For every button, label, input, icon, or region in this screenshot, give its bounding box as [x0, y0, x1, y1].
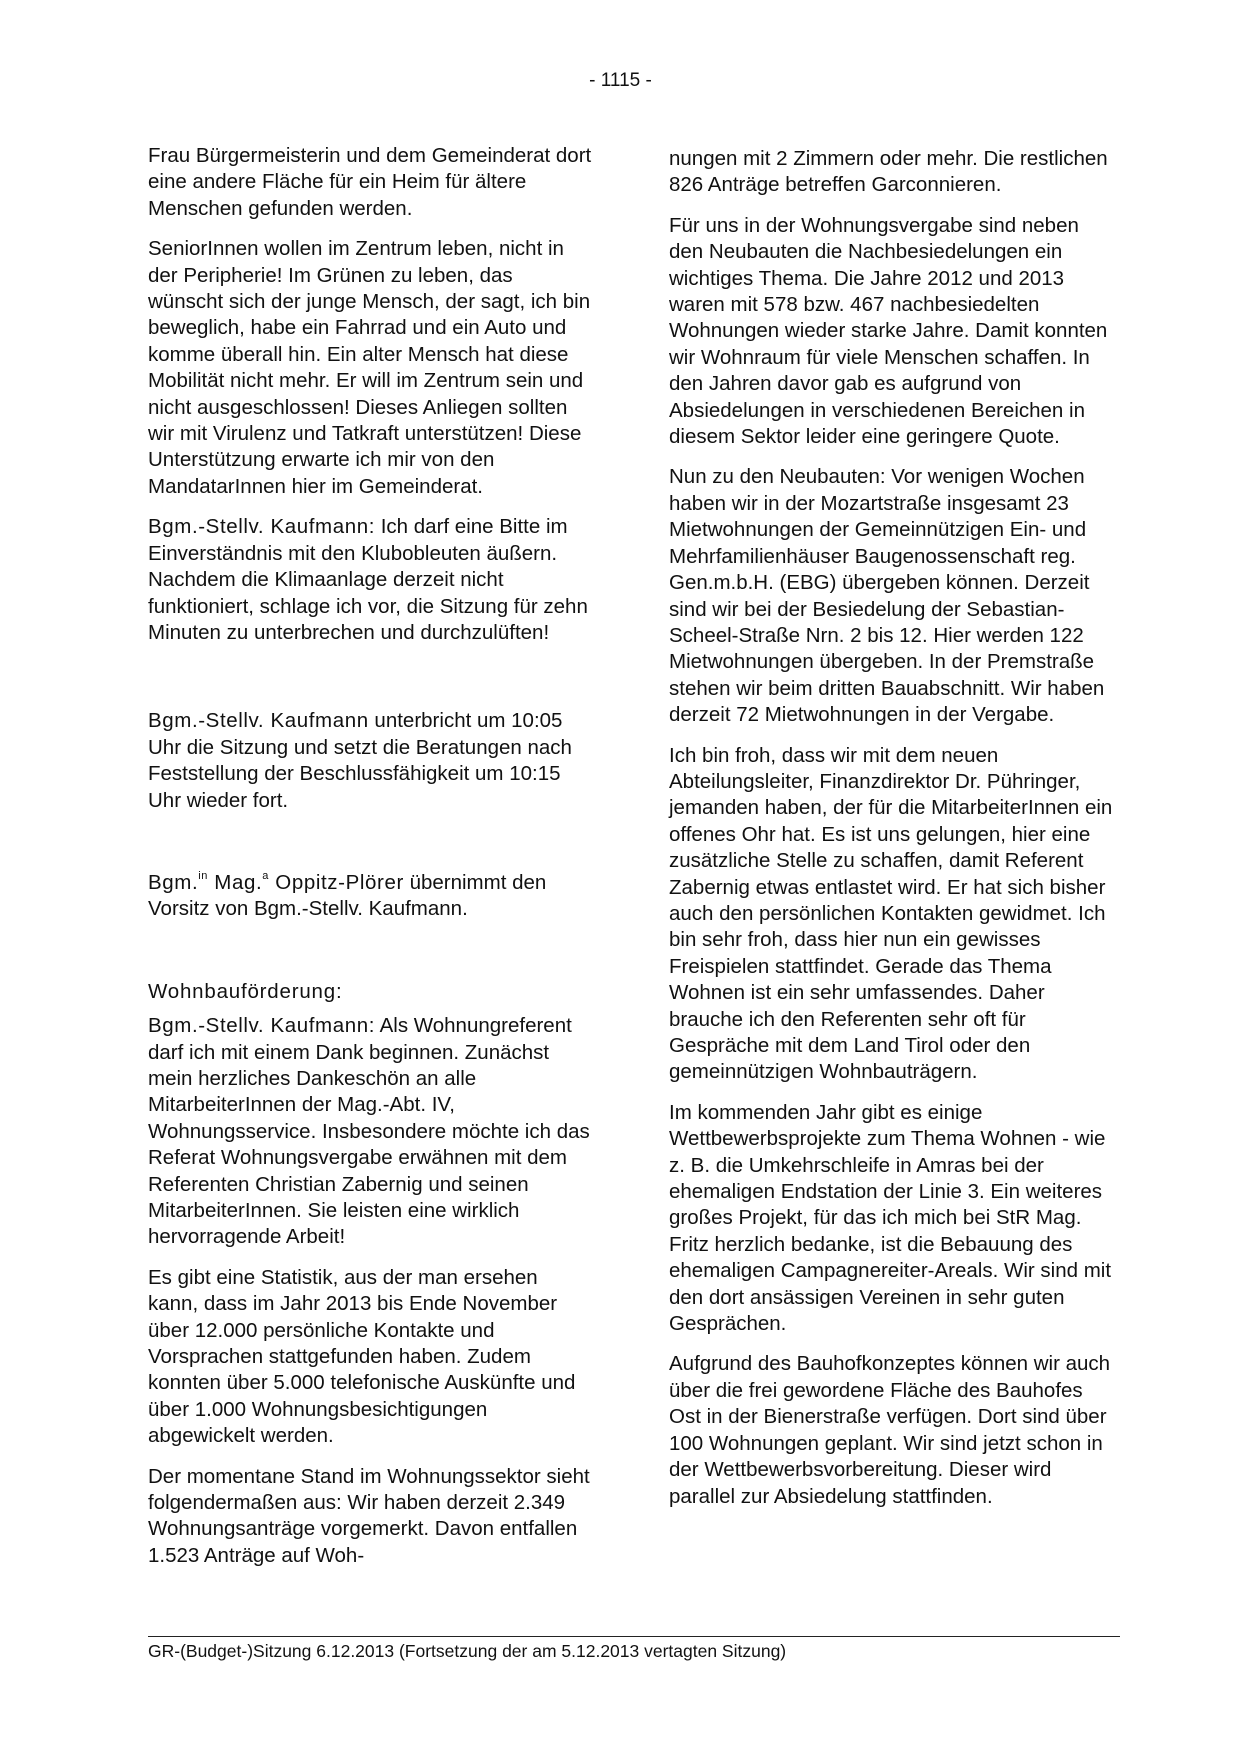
footer-text: GR-(Budget-)Sitzung 6.12.2013 (Fortsetzung der am 5.12.2013 vertagten Sitzung) [148, 1641, 787, 1661]
paragraph: Der momentane Stand im Wohnungssektor sieht folgendermaßen aus: Wir haben derzeit 2.349 Wohnungsanträge vorgemerkt. Davon entfallen 1.523 Anträge auf Woh- [148, 1464, 590, 1567]
speech-text: übernimmt den Vorsitz von Bgm.-Stellv. Kaufmann. [148, 870, 547, 921]
paragraph [148, 1013, 593, 1251]
speaker-name: Bgm.-Stellv. Kaufmann: [148, 1014, 376, 1038]
page-number: - 1115 - [589, 70, 652, 91]
paragraph: Nun zu den Neubauten: Vor wenigen Wochen haben wir in der Mozartstraße insgesamt 23 Mietwohnungen der Gemeinnützigen Ein- und Mehrfamilienhäuser Baugenossenschaft reg. Gen.m.b.H. (EBG) übergeben können. Derzeit sind wir bei der Besiedelung der Sebastian-Scheel-Straße Nrn. 2 bis 12. Hier werden 122 Mietwohnungen übergeben. In der Premstraße stehen wir beim dritten Bauabschnitt. Wir haben derzeit 72 Mietwohnungen in der Vergabe. [669, 465, 1105, 727]
paragraph: SeniorInnen wollen im Zentrum leben, nicht in der Peripherie! Im Grünen zu leben, das wünscht sich der junge Mensch, der sagt, ich bin beweglich, habe ein Fahrrad und ein Auto und komme überall hin. Ein alter Mensch hat diese Mobilität nicht mehr. Er will im Zentrum sein und nicht ausgeschlossen! Dieses Anliegen sollten wir mit Virulenz und Tatkraft unterstützen! Diese Unterstützung erwarte ich mir von den MandatarInnen hier im Gemeinderat. [148, 237, 591, 498]
footer-divider [148, 1636, 1120, 1637]
paragraph: Für uns in der Wohnungsvergabe sind neben den Neubauten die Nachbesiedelungen ein wichtiges Thema. Die Jahre 2012 und 2013 waren mit 578 bzw. 467 nachbesiedelten Wohnungen wieder starke Jahre. Damit konnten wir Wohnraum für viele Menschen schaffen. In den Jahren davor gab es aufgrund von Absiedelungen in verschiedenen Bereichen in diesem Sektor leider eine geringere Quote. [669, 213, 1108, 449]
paragraph [148, 708, 593, 814]
speaker-name: Bgm.-Stellv. Kaufmann: [148, 515, 376, 539]
paragraph: Ich bin froh, dass wir mit dem neuen Abteilungsleiter, Finanzdirektor Dr. Pühringer, jemanden haben, der für die MitarbeiterInnen ein offenes Ohr hat. Es ist uns gelungen, hier eine zusätzliche Stelle zu schaffen, damit Referent Zabernig etwas entlastet wird. Er hat sich bisher auch den persönlichen Kontakten gewidmet. Ich bin sehr froh, dass hier nun ein gewisses Freispielen stattfindet. Gerade das Thema Wohnen ist ein sehr umfassendes. Daher brauche ich den Referenten sehr oft für Gespräche mit dem Land Tirol oder den gemeinnützigen Wohnbauträgern. [669, 743, 1113, 1084]
paragraph [148, 514, 593, 646]
paragraph: Aufgrund des Bauhofkonzeptes können wir auch über die frei gewordene Fläche des Bauhofes Ost in der Bienerstraße verfügen. Dort sind über 100 Wohnungen geplant. Wir sind jetzt schon in der Wettbewerbsvorbereitung. Dieser wird parallel zur Absiedelung stattfinden. [669, 1352, 1111, 1508]
paragraph [148, 870, 593, 923]
speech-text: Ich darf eine Bitte im Einverständnis mit den Klubobleuten äußern. Nachdem die Klimaanlage derzeit nicht funktioniert, schlage ich vor, die Sitzung für zehn Minuten zu unterbrechen und durchzulüften! [148, 515, 588, 644]
speech-text: unterbricht um 10:05 Uhr die Sitzung und setzt die Beratungen nach Feststellung der Beschlussfähigkeit um 10:15 Uhr wieder fort. [148, 709, 572, 812]
speaker-name: Bgm.-Stellv. Kaufmann [148, 709, 369, 733]
speech-text: Als Wohnungreferent darf ich mit einem Dank beginnen. Zunächst mein herzliches Dankeschön an alle MitarbeiterInnen der Mag.-Abt. IV, Wohnungsservice. Insbesondere möchte ich das Referat Wohnungsvergabe erwähnen mit dem Referenten Christian Zabernig und seinen MitarbeiterInnen. Sie leisten eine wirklich hervorragende Arbeit! [148, 1014, 590, 1249]
paragraph: nungen mit 2 Zimmern oder mehr. Die restlichen 826 Anträge betreffen Garconnieren. [669, 147, 1108, 197]
paragraph: Im kommenden Jahr gibt es einige Wettbewerbsprojekte zum Thema Wohnen - wie z. B. die Umkehrschleife in Amras bei der ehemaligen Endstation der Linie 3. Ein weiteres großes Projekt, für das ich mich bei StR Mag. Fritz herzlich bedanke, ist die Bebauung des ehemaligen Campagnereiter-Areals. Wir sind mit den dort ansässigen Vereinen in sehr guten Gesprächen. [669, 1100, 1112, 1336]
speaker-name: Bgm.$^{in}$ Mag.$^a$ Oppitz-Plörer [148, 869, 404, 894]
paragraph: Es gibt eine Statistik, aus der man ersehen kann, dass im Jahr 2013 bis Ende November über 12.000 persönliche Kontakte und Vorsprachen stattgefunden haben. Zudem konnten über 5.000 telefonische Auskünfte und über 1.000 Wohnungsbesichtigungen abgewickelt werden. [148, 1265, 576, 1448]
paragraph: Frau Bürgermeisterin und dem Gemeinderat dort eine andere Fläche für ein Heim für ältere Menschen gefunden werden. [148, 144, 592, 220]
section-heading: Wohnbauförderung: [148, 979, 343, 1003]
right-column [669, 146, 1114, 1524]
left-column [148, 143, 593, 1583]
